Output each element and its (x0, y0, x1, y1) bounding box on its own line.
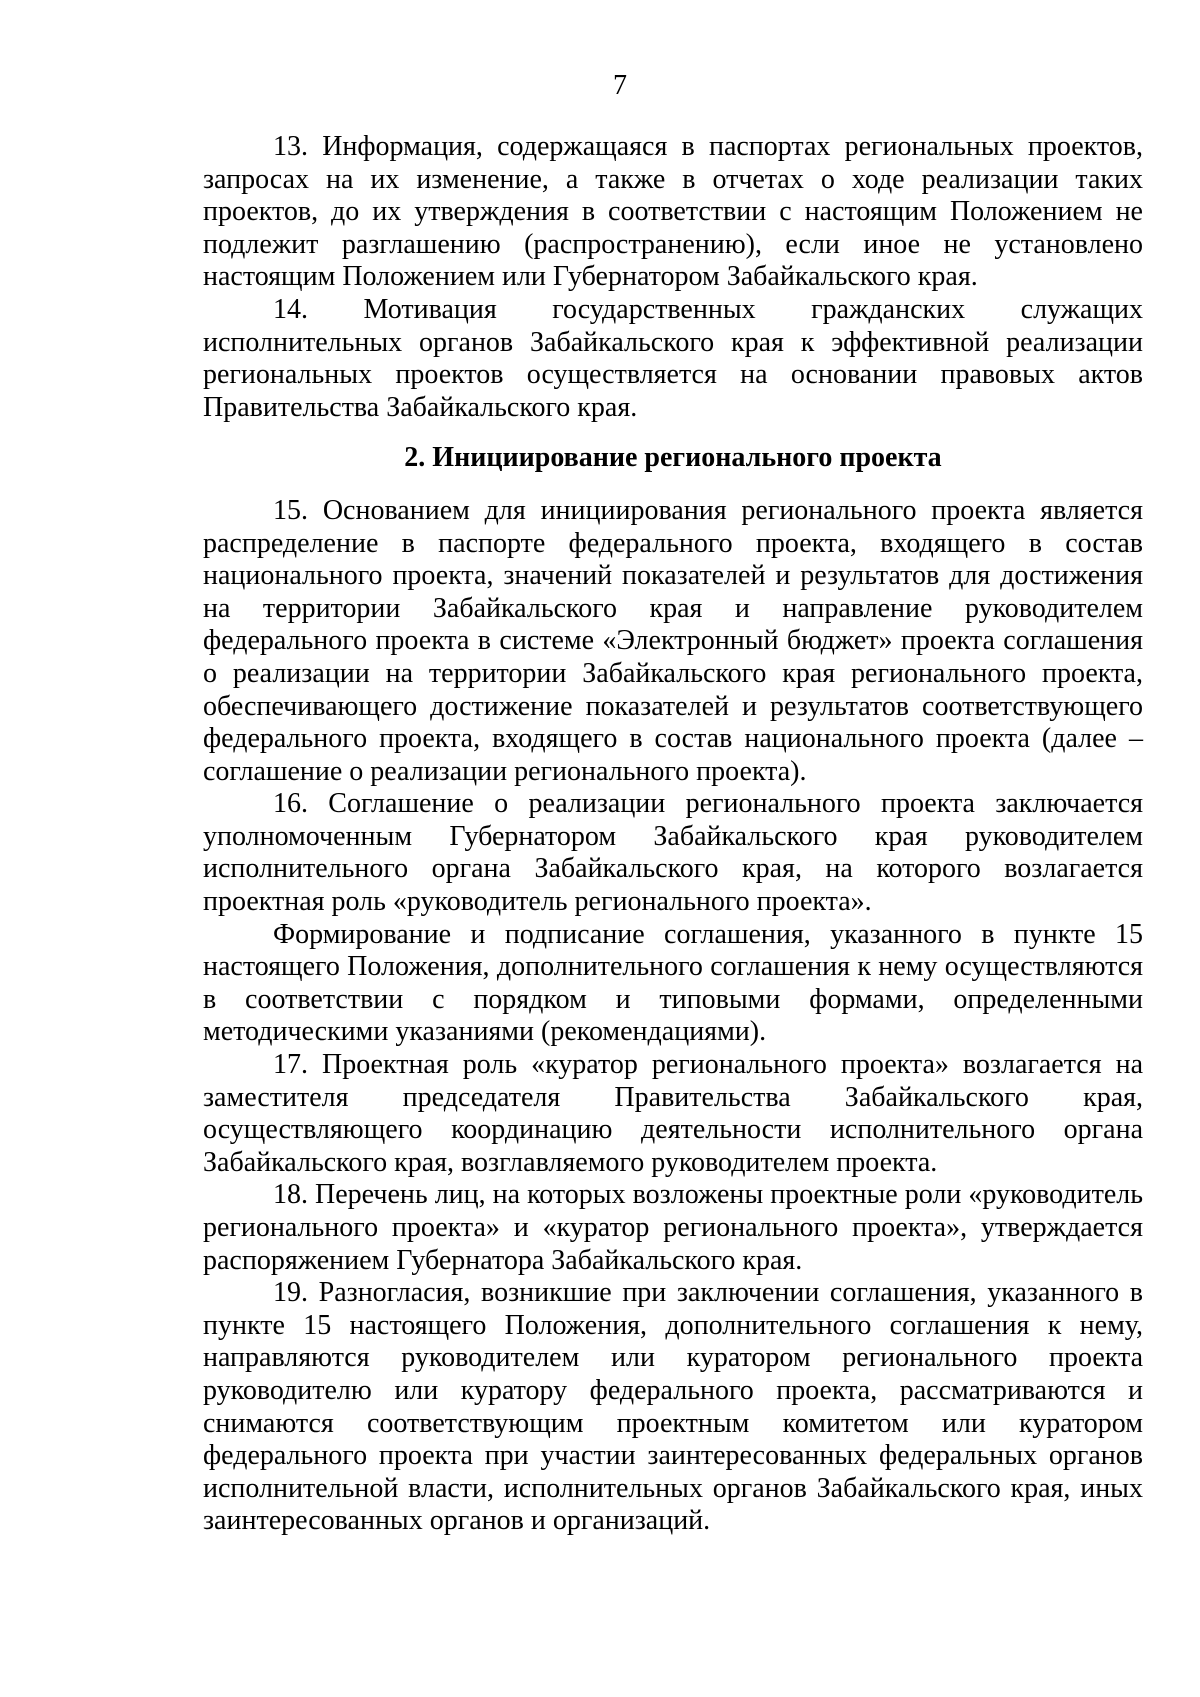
paragraph-16-continuation: Формирование и подписание соглашения, указанного в пункте 15 настоящего Положения, дополнительного соглашения к нему осуществляются в соответствии с порядком и типовыми формами, определенными методическими указаниями (рекомендациями). (203, 918, 1143, 1048)
page-number: 7 (613, 70, 627, 101)
paragraph-14: 14. Мотивация государственных гражданских служащих исполнительных органов Забайкальского края к эффективной реализации региональных проектов осуществляется на основании правовых актов Правительства Забайкальского края. (203, 293, 1143, 423)
paragraph-18: 18. Перечень лиц, на которых возложены проектные роли «руководитель регионального проекта» и «куратор регионального проекта», утверждается распоряжением Губернатора Забайкальского края. (203, 1179, 1143, 1276)
section-heading: 2. Инициирование регионального проекта (404, 442, 942, 474)
paragraph-15: 15. Основанием для инициирования регионального проекта является распределение в паспорте федерального проекта, входящего в состав национального проекта, значений показателей и результатов для достижения на территории Забайкальского края и направление руководителем федерального проекта в системе «Электронный бюджет» проекта соглашения о реализации на территории Забайкальского края регионального проекта, обеспечивающего достижение показателей и результатов соответствующего федерального проекта, входящего в состав национального проекта (далее – соглашение о реализации регионального проекта). (203, 494, 1143, 787)
paragraph-17: 17. Проектная роль «куратор регионального проекта» возлагается на заместителя председателя Правительства Забайкальского края, осуществляющего координацию деятельности исполнительного органа Забайкальского края, возглавляемого руководителем проекта. (203, 1049, 1143, 1178)
paragraph-19: 19. Разногласия, возникшие при заключении соглашения, указанного в пункте 15 настоящего Положения, дополнительного соглашения к нему, направляются руководителем или куратором регионального проекта руководителю или куратору федерального проекта, рассматриваются и снимаются соответствующим проектным комитетом или куратором федерального проекта при участии заинтересованных федеральных органов исполнительной власти, исполнительных органов Забайкальского края, иных заинтересованных органов и организаций. (203, 1277, 1143, 1537)
paragraph-13: 13. Информация, содержащаяся в паспортах региональных проектов, запросах на их изменение, а также в отчетах о ходе реализации таких проектов, до их утверждения в соответствии с настоящим Положением не подлежит разглашению (распространению), если иное не установлено настоящим Положением или Губернатором Забайкальского края. (203, 131, 1143, 293)
document-body (203, 131, 1143, 1538)
paragraph-16: 16. Соглашение о реализации регионального проекта заключается уполномоченным Губернатором Забайкальского края руководителем исполнительного органа Забайкальского края, на которого возлагается проектная роль «руководитель регионального проекта». (203, 788, 1143, 918)
